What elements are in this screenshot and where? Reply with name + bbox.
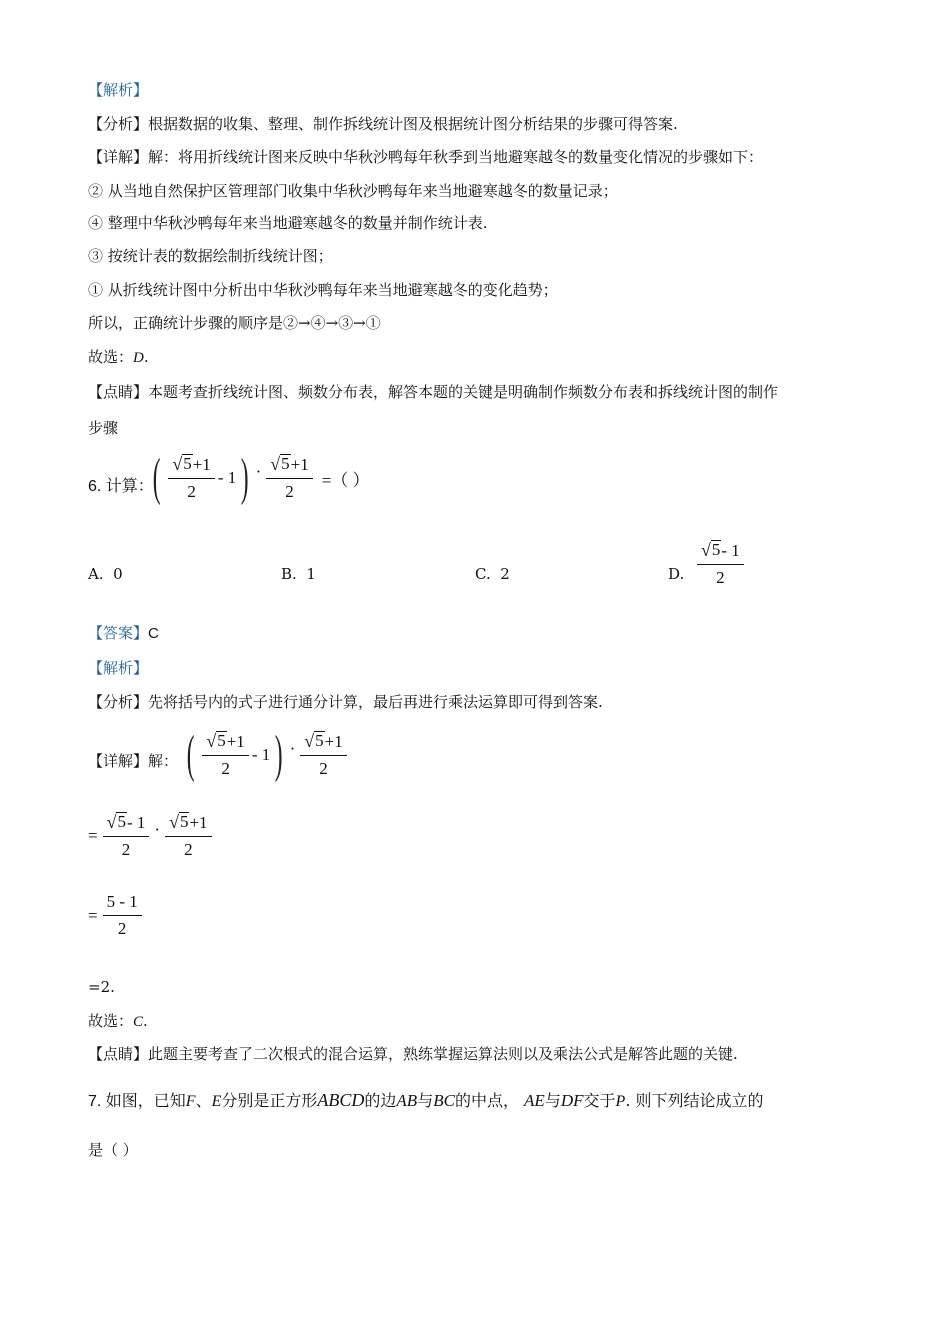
fenxi-tag: 【分析】	[88, 115, 149, 133]
option-a[interactable]: A. 0	[88, 565, 123, 583]
q6-label: 6. 计算：	[88, 478, 154, 495]
option-d[interactable]: D.	[668, 565, 685, 583]
solution-result: =2.	[88, 978, 115, 996]
guxuan-label: 故选：	[88, 348, 134, 366]
step-line: ① 从折线统计图中分析出中华秋沙鸭每年来当地避寒越冬的变化趋势；	[88, 281, 558, 299]
equals-blank: =（ ）	[321, 470, 370, 490]
jiexi-tag: 【解析】	[88, 659, 149, 677]
right-paren: )	[240, 449, 249, 506]
guxuan-line: 故选：C.	[88, 1012, 148, 1030]
fenxi-line	[88, 114, 678, 134]
fraction: √ 5 +1 2	[168, 454, 214, 502]
guxuan-answer: D	[133, 350, 144, 366]
guxuan-end: .	[143, 348, 149, 366]
q7-line-1: 7. 如图，已知F、E分别是正方形ABCD的边AB与BC的中点， AE与DF交于P. 则下列结论成立的	[88, 1090, 764, 1110]
guxuan-line	[88, 347, 149, 368]
step-line: ② 从当地自然保护区管理部门收集中华秋沙鸭每年来当地避寒越冬的数量记录；	[88, 182, 618, 200]
dianjing-line: 【点睛】此题主要考查了二次根式的混合运算，熟练掌握运算法则以及乘法公式是解答此题的关键.	[88, 1045, 738, 1063]
dianjing-line	[88, 382, 778, 402]
answer-line	[88, 623, 159, 644]
dianjing-line-2: 步骤	[88, 419, 119, 437]
fraction: √ 5 +1 2	[266, 454, 312, 502]
option-c[interactable]: C. 2	[475, 565, 510, 583]
fenxi-line: 【分析】先将括号内的式子进行通分计算，最后再进行乘法运算即可得到答案.	[88, 693, 603, 711]
step-line: ③ 按统计表的数据绘制折线统计图；	[88, 247, 333, 265]
xiangjie-line: 【详解】解：	[88, 752, 179, 770]
dianjing-text: 本题考查折线统计图、频数分布表，解答本题的关键是明确制作频数分布表和拆线统计图的制作	[148, 383, 779, 401]
solution-step-3: = $\frac{5 - 1}{2}$	[88, 892, 145, 939]
option-d-fraction: √ 5 - 1 2	[694, 540, 747, 588]
xiangjie-line	[88, 147, 763, 167]
jiexi-tag: 【解析】	[88, 81, 149, 99]
dianjing-tag: 【点睛】	[88, 383, 149, 401]
answer-value: C	[148, 625, 159, 642]
order-line: 所以，正确统计步骤的顺序是②→④→③→①	[88, 314, 381, 332]
q7-line-2: 是（ ）	[88, 1141, 138, 1159]
answer-tag: 【答案】	[88, 624, 149, 642]
q6-expression: ( √ 5 +1 2 - 1 ) · √ 5 +1 2 =（ ）	[152, 449, 370, 506]
solution-step-1: ( √ 5 +1 2 - 1 ) · √ 5 +1 2	[182, 729, 350, 781]
step-line: ④ 整理中华秋沙鸭每年来当地避寒越冬的数量并制作统计表.	[88, 214, 488, 232]
fenxi-text: 根据数据的收集、整理、制作拆线统计图及根据统计图分析结果的步骤可得答案.	[148, 115, 678, 133]
solution-step-2: = √ 5 - 1 2 · √ 5 +1 2	[88, 812, 215, 860]
option-b[interactable]: B. 1	[281, 565, 316, 583]
left-paren: (	[152, 449, 161, 506]
xiangjie-text: 解：将用折线统计图来反映中华秋沙鸭每年秋季到当地避寒越冬的数量变化情况的步骤如下：	[148, 148, 764, 166]
xiangjie-tag: 【详解】	[88, 148, 149, 166]
